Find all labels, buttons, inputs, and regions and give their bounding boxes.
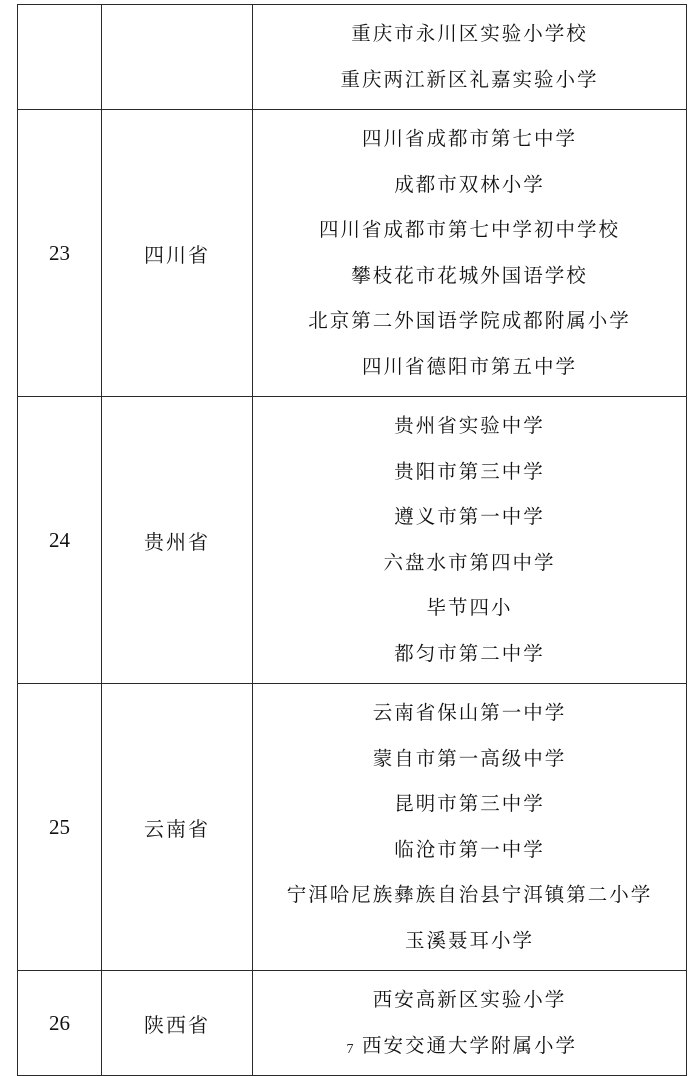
schools-cell: [253, 110, 687, 397]
school-name: 重庆两江新区礼嘉实验小学: [340, 67, 599, 91]
school-name: 毕节四小: [426, 596, 513, 619]
table-row: [18, 110, 687, 397]
province-cell: [102, 5, 253, 110]
province-cell: 四川省: [102, 110, 253, 397]
school-name: 四川省成都市第七中学: [361, 127, 577, 150]
school-name: 西安高新区实验小学: [372, 988, 567, 1011]
row-number-cell: 25: [18, 684, 102, 971]
school-list: [253, 110, 686, 396]
schools-cell: [253, 5, 687, 110]
school-name: 贵州省实验中学: [394, 414, 545, 437]
schools-cell: [253, 971, 687, 1076]
school-list: [253, 397, 686, 683]
school-name: 攀枝花市花城外国语学校: [351, 263, 588, 287]
page-number: 7: [346, 1042, 354, 1057]
row-number-cell: [18, 5, 102, 110]
school-name: 六盘水市第四中学: [383, 550, 556, 574]
school-name: 都匀市第二中学: [394, 641, 545, 665]
row-number-cell: 26: [18, 971, 102, 1076]
table-row: [18, 397, 687, 684]
schools-cell: [253, 684, 687, 971]
province-cell: 贵州省: [102, 397, 253, 684]
school-name: 四川省德阳市第五中学: [361, 354, 577, 378]
school-name: 西安交通大学附属小学: [361, 1033, 577, 1057]
table-row: [18, 971, 687, 1076]
school-name: 玉溪聂耳小学: [404, 928, 534, 952]
school-name: 贵阳市第三中学: [394, 459, 545, 483]
province-cell: 陕西省: [102, 971, 253, 1076]
school-name: 遵义市第一中学: [394, 505, 545, 528]
school-name: 四川省成都市第七中学初中学校: [318, 218, 620, 241]
school-name: 云南省保山第一中学: [372, 701, 567, 724]
school-list: [253, 5, 686, 109]
table-row: [18, 5, 687, 110]
row-number-cell: 23: [18, 110, 102, 397]
school-name: 昆明市第三中学: [394, 792, 545, 815]
school-table-body: [18, 5, 687, 1076]
school-table: [17, 4, 687, 1076]
school-name: 重庆市永川区实验小学校: [351, 22, 588, 45]
school-list: [253, 684, 686, 970]
school-name: 北京第二外国语学院成都附属小学: [308, 309, 631, 332]
province-cell: 云南省: [102, 684, 253, 971]
schools-cell: [253, 397, 687, 684]
school-name: 成都市双林小学: [394, 172, 545, 196]
school-name: 宁洱哈尼族彝族自治县宁洱镇第二小学: [286, 883, 653, 906]
table-row: [18, 684, 687, 971]
school-list: [253, 971, 686, 1075]
row-number-cell: 24: [18, 397, 102, 684]
school-name: 临沧市第一中学: [394, 837, 545, 861]
school-name: 蒙自市第一高级中学: [372, 746, 567, 770]
